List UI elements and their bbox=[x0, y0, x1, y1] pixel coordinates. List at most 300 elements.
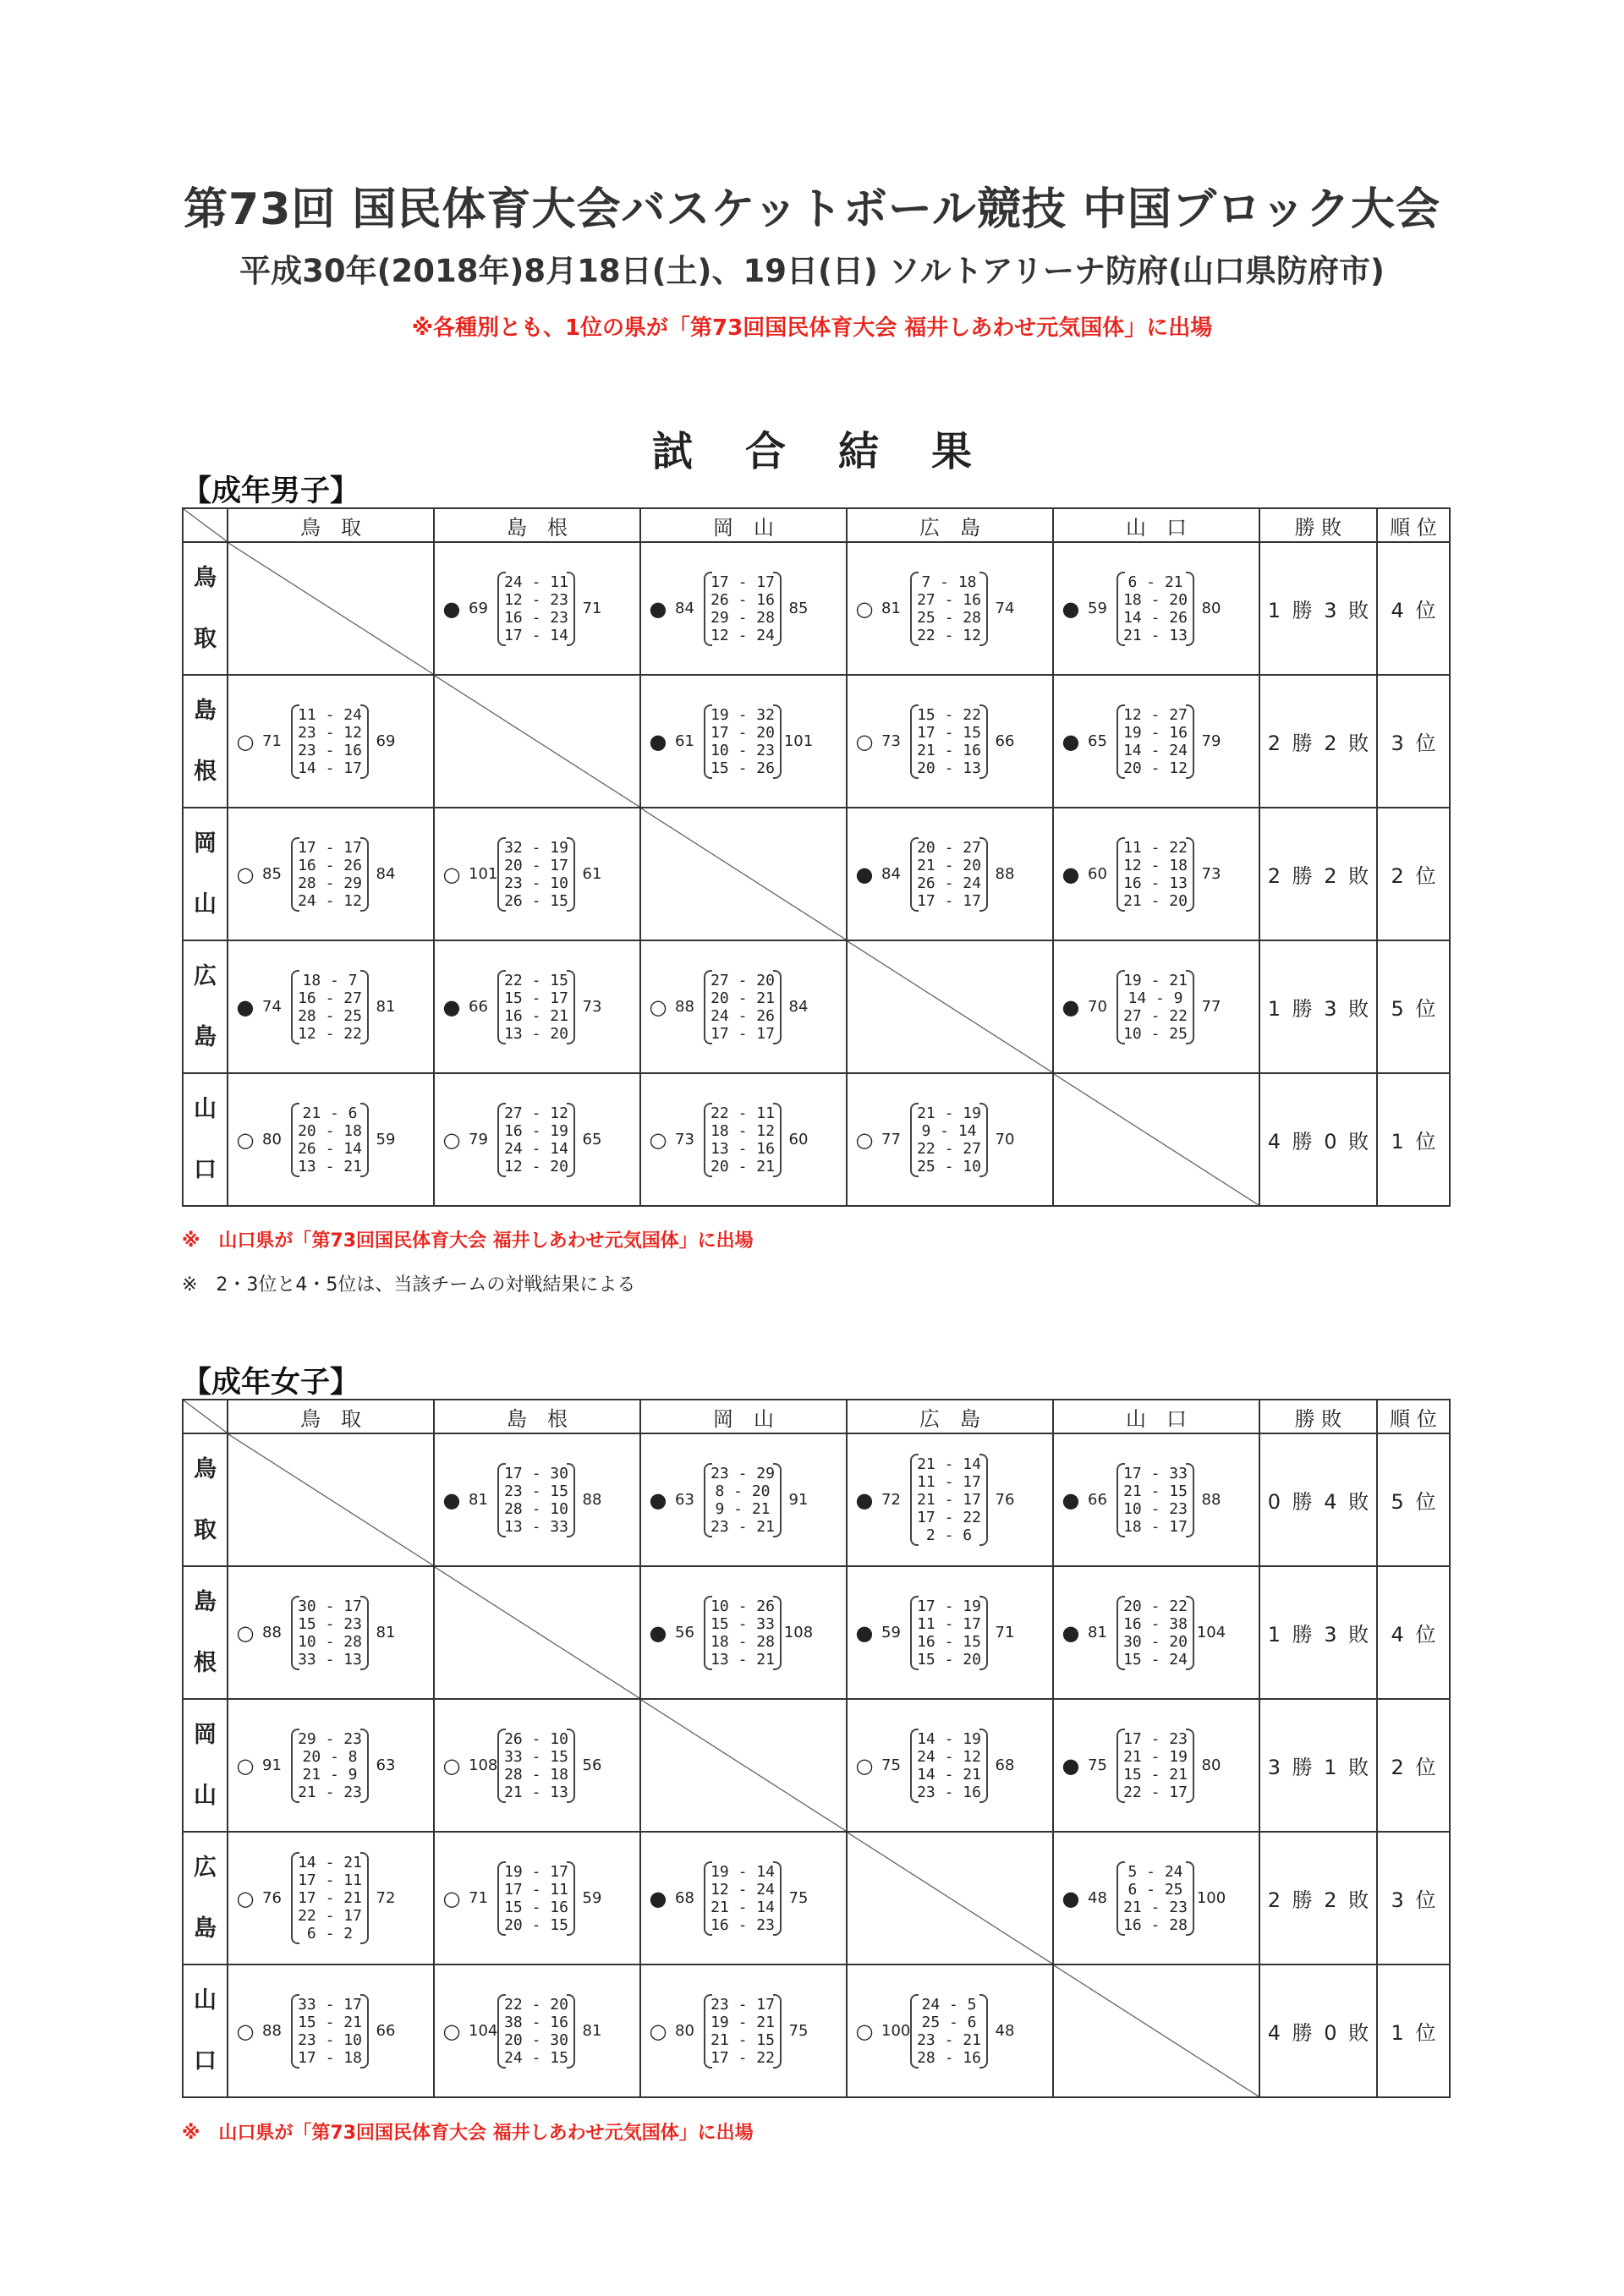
quarter-score: 28 - 18 bbox=[504, 1765, 568, 1784]
match-result bbox=[848, 1434, 1052, 1565]
match-result bbox=[641, 676, 846, 807]
team-score: 91 bbox=[262, 1756, 282, 1774]
match-result-cell bbox=[1053, 1566, 1259, 1699]
team-score: 73 bbox=[675, 1131, 694, 1148]
quarter-score: 19 - 16 bbox=[1123, 723, 1188, 742]
quarter-scores bbox=[1116, 1463, 1194, 1537]
match-result bbox=[1054, 543, 1259, 674]
row-team-label bbox=[183, 675, 228, 808]
quarter-score: 20 - 21 bbox=[710, 1157, 775, 1175]
section-label-women: 【成年女子】 bbox=[182, 1366, 360, 1400]
row-team-char-1: 広 bbox=[194, 1854, 217, 1881]
quarter-scores bbox=[1116, 1729, 1194, 1803]
match-result-cell bbox=[434, 1832, 640, 1964]
opponent-score: 60 bbox=[788, 1131, 809, 1148]
opponent-score: 75 bbox=[788, 2022, 809, 2040]
quarter-scores bbox=[704, 1103, 782, 1177]
win-mark-icon: ○ bbox=[236, 1886, 255, 1910]
quarter-score: 12 - 22 bbox=[298, 1024, 362, 1043]
match-result bbox=[1054, 1700, 1259, 1831]
quarter-score: 10 - 26 bbox=[710, 1597, 775, 1615]
quarter-score: 20 - 21 bbox=[710, 989, 775, 1007]
win-mark-icon: ○ bbox=[442, 1127, 461, 1152]
team-score: 76 bbox=[262, 1889, 282, 1907]
quarter-score: 24 - 14 bbox=[504, 1139, 568, 1158]
column-header-rank: 順 位 bbox=[1377, 508, 1450, 542]
win-mark-icon: ○ bbox=[442, 1753, 461, 1778]
team-score: 75 bbox=[1088, 1756, 1107, 1774]
row-team-label bbox=[183, 1964, 228, 2097]
quarter-scores bbox=[497, 1861, 575, 1936]
row-team-char-1: 広 bbox=[194, 962, 217, 989]
document-title: 第73回 国民体育大会バスケットボール競技 中国ブロック大会 bbox=[184, 184, 1440, 235]
match-result-cell bbox=[228, 1964, 434, 2097]
win-loss-record: 3 勝 1 敗 bbox=[1259, 1699, 1377, 1832]
quarter-score: 29 - 23 bbox=[298, 1729, 362, 1748]
quarter-score: 27 - 16 bbox=[917, 590, 981, 609]
quarter-score: 16 - 19 bbox=[504, 1121, 568, 1140]
loss-mark-icon: ● bbox=[855, 862, 874, 886]
quarter-score: 33 - 13 bbox=[298, 1650, 362, 1669]
loss-mark-icon: ● bbox=[442, 995, 461, 1019]
quarter-score: 13 - 21 bbox=[710, 1650, 775, 1669]
column-header-team: 島 根 bbox=[434, 1400, 640, 1433]
quarter-score: 17 - 15 bbox=[917, 723, 981, 742]
match-result-cell bbox=[434, 1964, 640, 2097]
match-result-cell bbox=[228, 1566, 434, 1699]
match-result bbox=[848, 1074, 1052, 1205]
footnote-women-1: ※ 山口県が「第73回国民体育大会 福井しあわせ元気国体」に出場 bbox=[182, 2123, 754, 2144]
row-team-char-2: 取 bbox=[194, 625, 217, 652]
quarter-scores bbox=[1116, 1861, 1194, 1936]
quarter-scores bbox=[497, 1729, 575, 1803]
quarter-score: 19 - 32 bbox=[710, 705, 775, 724]
row-team-char-2: 根 bbox=[194, 758, 217, 785]
match-result bbox=[848, 543, 1052, 674]
loss-mark-icon: ● bbox=[1062, 1886, 1080, 1910]
column-header-team: 島 根 bbox=[434, 508, 640, 542]
row-team-char-1: 岡 bbox=[194, 1721, 217, 1748]
quarter-score: 20 - 18 bbox=[298, 1121, 362, 1140]
team-score: 101 bbox=[469, 865, 498, 883]
quarter-score: 28 - 16 bbox=[917, 2048, 981, 2067]
quarter-scores bbox=[704, 572, 782, 646]
opponent-score: 74 bbox=[995, 600, 1015, 617]
quarter-score: 32 - 19 bbox=[504, 838, 568, 857]
quarter-score: 14 - 9 bbox=[1127, 989, 1183, 1007]
quarter-score: 12 - 20 bbox=[504, 1157, 568, 1175]
opponent-score: 88 bbox=[582, 1491, 602, 1509]
row-team-label bbox=[183, 1832, 228, 1964]
header-row bbox=[183, 508, 1450, 542]
team-score: 60 bbox=[1088, 865, 1107, 883]
match-result bbox=[435, 1700, 639, 1831]
loss-mark-icon: ● bbox=[442, 1488, 461, 1512]
match-result bbox=[435, 1074, 639, 1205]
opponent-score: 66 bbox=[376, 2022, 396, 2040]
row-team-char-2: 島 bbox=[194, 1915, 217, 1942]
quarter-score: 2 - 6 bbox=[925, 1526, 973, 1544]
match-result bbox=[228, 1833, 433, 1964]
opponent-score: 75 bbox=[788, 1889, 809, 1907]
opponent-score: 71 bbox=[995, 1624, 1015, 1641]
win-mark-icon: ○ bbox=[442, 2019, 461, 2043]
quarter-score: 22 - 12 bbox=[917, 626, 981, 644]
win-loss-record: 1 勝 3 敗 bbox=[1259, 542, 1377, 675]
quarter-score: 23 - 17 bbox=[710, 1995, 775, 2014]
quarter-score: 20 - 27 bbox=[917, 838, 981, 857]
match-result bbox=[228, 1965, 433, 2096]
row-team-char-1: 鳥 bbox=[194, 564, 217, 591]
row-team-char-2: 口 bbox=[194, 1156, 217, 1183]
opponent-score: 73 bbox=[1201, 865, 1221, 883]
team-score: 71 bbox=[469, 1889, 488, 1907]
match-result bbox=[1054, 1434, 1259, 1565]
table-row bbox=[183, 1073, 1450, 1206]
section-label-men: 【成年男子】 bbox=[182, 474, 360, 508]
match-result-cell bbox=[1053, 542, 1259, 675]
quarter-scores bbox=[497, 970, 575, 1044]
quarter-scores bbox=[291, 704, 369, 779]
team-score: 59 bbox=[1088, 600, 1107, 617]
match-result-cell bbox=[847, 1433, 1053, 1566]
quarter-scores bbox=[1116, 704, 1194, 779]
quarter-score: 22 - 17 bbox=[298, 1907, 362, 1925]
match-result bbox=[228, 941, 433, 1072]
column-header-team: 岡 山 bbox=[640, 1400, 847, 1433]
quarter-score: 11 - 24 bbox=[298, 705, 362, 724]
quarter-score: 23 - 12 bbox=[298, 723, 362, 742]
opponent-score: 80 bbox=[1201, 600, 1221, 617]
quarter-score: 14 - 24 bbox=[1123, 741, 1188, 759]
loss-mark-icon: ● bbox=[855, 1620, 874, 1645]
match-result bbox=[1054, 676, 1259, 807]
opponent-score: 91 bbox=[788, 1491, 809, 1509]
match-result-cell bbox=[640, 542, 847, 675]
column-header-team: 山 口 bbox=[1053, 1400, 1259, 1433]
opponent-score: 76 bbox=[995, 1491, 1015, 1509]
quarter-score: 11 - 17 bbox=[917, 1614, 981, 1633]
quarter-score: 23 - 29 bbox=[710, 1464, 775, 1482]
match-result bbox=[848, 1567, 1052, 1698]
opponent-score: 70 bbox=[995, 1131, 1015, 1148]
loss-mark-icon: ● bbox=[855, 1488, 874, 1512]
match-result-cell bbox=[847, 675, 1053, 808]
quarter-scores bbox=[910, 1729, 988, 1803]
row-team-char-1: 山 bbox=[194, 1095, 217, 1122]
quarter-score: 20 - 8 bbox=[302, 1747, 358, 1766]
loss-mark-icon: ● bbox=[649, 596, 667, 621]
row-team-label bbox=[183, 1433, 228, 1566]
match-result-cell bbox=[434, 1433, 640, 1566]
quarter-score: 12 - 23 bbox=[504, 590, 568, 609]
team-score: 84 bbox=[675, 600, 694, 617]
quarter-score: 17 - 20 bbox=[710, 723, 775, 742]
quarter-score: 18 - 7 bbox=[302, 971, 358, 989]
match-result-cell bbox=[228, 1699, 434, 1832]
column-header-team: 広 島 bbox=[847, 508, 1053, 542]
quarter-score: 6 - 2 bbox=[306, 1925, 354, 1943]
row-team-char-1: 鳥 bbox=[194, 1455, 217, 1482]
match-result bbox=[435, 941, 639, 1072]
opponent-score: 77 bbox=[1201, 998, 1221, 1016]
quarter-score: 28 - 25 bbox=[298, 1006, 362, 1025]
team-score: 88 bbox=[262, 2022, 282, 2040]
quarter-scores bbox=[497, 837, 575, 912]
quarter-score: 16 - 23 bbox=[504, 608, 568, 627]
table-row bbox=[183, 1566, 1450, 1699]
row-team-char-1: 島 bbox=[194, 1588, 217, 1615]
column-header-team: 鳥 取 bbox=[228, 508, 434, 542]
quarter-score: 14 - 26 bbox=[1123, 608, 1188, 627]
quarter-score: 20 - 17 bbox=[504, 856, 568, 874]
self-match-cell bbox=[640, 808, 847, 940]
team-score: 63 bbox=[675, 1491, 694, 1509]
row-team-char-2: 山 bbox=[194, 890, 217, 918]
quarter-score: 15 - 26 bbox=[710, 759, 775, 777]
quarter-score: 5 - 24 bbox=[1127, 1862, 1183, 1881]
quarter-score: 21 - 20 bbox=[1123, 891, 1188, 910]
win-loss-record: 4 勝 0 敗 bbox=[1259, 1964, 1377, 2097]
quarter-score: 10 - 28 bbox=[298, 1632, 362, 1651]
match-result-cell bbox=[847, 1566, 1053, 1699]
header-row bbox=[183, 1400, 1450, 1433]
match-result-cell bbox=[640, 1433, 847, 1566]
quarter-score: 26 - 15 bbox=[504, 891, 568, 910]
quarter-score: 16 - 28 bbox=[1123, 1915, 1188, 1934]
quarter-score: 12 - 24 bbox=[710, 626, 775, 644]
quarter-score: 21 - 15 bbox=[710, 2030, 775, 2049]
match-result-cell bbox=[228, 940, 434, 1073]
quarter-score: 30 - 20 bbox=[1123, 1632, 1188, 1651]
quarter-score: 17 - 18 bbox=[298, 2048, 362, 2067]
quarter-score: 24 - 26 bbox=[710, 1006, 775, 1025]
quarter-scores bbox=[1116, 572, 1194, 646]
match-result bbox=[1054, 941, 1259, 1072]
quarter-score: 24 - 5 bbox=[921, 1995, 977, 2014]
opponent-score: 72 bbox=[376, 1889, 396, 1907]
team-score: 61 bbox=[675, 732, 694, 750]
quarter-score: 21 - 16 bbox=[917, 741, 981, 759]
quarter-score: 17 - 14 bbox=[504, 626, 568, 644]
quarter-score: 23 - 10 bbox=[298, 2030, 362, 2049]
quarter-score: 23 - 16 bbox=[917, 1783, 981, 1801]
quarter-score: 28 - 10 bbox=[504, 1499, 568, 1518]
row-team-label bbox=[183, 1699, 228, 1832]
footnote-men-1: ※ 山口県が「第73回国民体育大会 福井しあわせ元気国体」に出場 bbox=[182, 1230, 754, 1252]
match-result-cell bbox=[640, 1566, 847, 1699]
quarter-score: 24 - 12 bbox=[298, 891, 362, 910]
opponent-score: 71 bbox=[582, 600, 602, 617]
opponent-score: 68 bbox=[995, 1756, 1015, 1774]
match-result-cell bbox=[640, 1073, 847, 1206]
match-result-cell bbox=[1053, 675, 1259, 808]
quarter-score: 20 - 22 bbox=[1123, 1597, 1188, 1615]
table-row bbox=[183, 542, 1450, 675]
team-score: 66 bbox=[469, 998, 488, 1016]
quarter-score: 26 - 14 bbox=[298, 1139, 362, 1158]
quarter-score: 7 - 18 bbox=[921, 573, 977, 591]
team-score: 71 bbox=[262, 732, 282, 750]
quarter-scores bbox=[497, 572, 575, 646]
quarter-scores bbox=[291, 1596, 369, 1670]
loss-mark-icon: ● bbox=[1062, 862, 1080, 886]
quarter-score: 21 - 9 bbox=[302, 1765, 358, 1784]
win-mark-icon: ○ bbox=[855, 729, 874, 753]
column-header-record: 勝 敗 bbox=[1259, 1400, 1377, 1433]
win-mark-icon: ○ bbox=[649, 2019, 667, 2043]
quarter-score: 18 - 17 bbox=[1123, 1517, 1188, 1536]
opponent-score: 48 bbox=[995, 2022, 1015, 2040]
team-score: 48 bbox=[1088, 1889, 1107, 1907]
quarter-score: 17 - 17 bbox=[298, 838, 362, 857]
column-header-team: 山 口 bbox=[1053, 508, 1259, 542]
loss-mark-icon: ● bbox=[649, 1620, 667, 1645]
team-score: 81 bbox=[469, 1491, 488, 1509]
win-mark-icon: ○ bbox=[236, 1620, 255, 1645]
quarter-score: 17 - 22 bbox=[917, 1509, 981, 1526]
opponent-score: 101 bbox=[783, 732, 814, 750]
quarter-scores bbox=[1116, 837, 1194, 912]
quarter-score: 10 - 23 bbox=[710, 741, 775, 759]
match-result-cell bbox=[1053, 1433, 1259, 1566]
rank: 4 位 bbox=[1377, 1566, 1450, 1699]
quarter-score: 17 - 22 bbox=[710, 2048, 775, 2067]
quarter-scores bbox=[1116, 970, 1194, 1044]
quarter-score: 25 - 6 bbox=[921, 2013, 977, 2031]
match-result bbox=[641, 1965, 846, 2096]
quarter-score: 13 - 33 bbox=[504, 1517, 568, 1536]
match-result-cell bbox=[228, 1073, 434, 1206]
quarter-score: 21 - 23 bbox=[298, 1783, 362, 1801]
quarter-score: 17 - 19 bbox=[917, 1597, 981, 1615]
quarter-scores bbox=[704, 970, 782, 1044]
win-loss-record: 2 勝 2 敗 bbox=[1259, 808, 1377, 940]
quarter-score: 33 - 17 bbox=[298, 1995, 362, 2014]
quarter-score: 14 - 19 bbox=[917, 1729, 981, 1748]
team-score: 100 bbox=[881, 2022, 911, 2040]
quarter-scores bbox=[1116, 1596, 1194, 1670]
quarter-score: 30 - 17 bbox=[298, 1597, 362, 1615]
quarter-score: 28 - 29 bbox=[298, 874, 362, 892]
quarter-score: 6 - 21 bbox=[1127, 573, 1183, 591]
rank: 4 位 bbox=[1377, 542, 1450, 675]
team-score: 65 bbox=[1088, 732, 1107, 750]
quarter-score: 15 - 20 bbox=[917, 1650, 981, 1669]
win-loss-record: 2 勝 2 敗 bbox=[1259, 1832, 1377, 1964]
quarter-scores bbox=[704, 704, 782, 779]
match-result-cell bbox=[1053, 1832, 1259, 1964]
row-team-char-2: 取 bbox=[194, 1516, 217, 1543]
results-table-women bbox=[182, 1399, 1451, 2098]
team-score: 75 bbox=[881, 1756, 901, 1774]
quarter-score: 23 - 15 bbox=[504, 1482, 568, 1500]
win-loss-record: 1 勝 3 敗 bbox=[1259, 940, 1377, 1073]
match-result-cell bbox=[847, 1964, 1053, 2097]
loss-mark-icon: ● bbox=[649, 729, 667, 753]
win-mark-icon: ○ bbox=[855, 2019, 874, 2043]
team-score: 69 bbox=[469, 600, 488, 617]
match-result bbox=[435, 1434, 639, 1565]
match-result-cell bbox=[1053, 940, 1259, 1073]
table-row bbox=[183, 808, 1450, 940]
quarter-score: 8 - 20 bbox=[715, 1482, 771, 1500]
quarter-score: 17 - 17 bbox=[710, 573, 775, 591]
row-team-char-2: 口 bbox=[194, 2047, 217, 2074]
rank: 2 位 bbox=[1377, 808, 1450, 940]
win-mark-icon: ○ bbox=[442, 862, 461, 886]
team-score: 79 bbox=[469, 1131, 488, 1148]
quarter-score: 16 - 38 bbox=[1123, 1614, 1188, 1633]
match-result bbox=[641, 543, 846, 674]
quarter-score: 21 - 13 bbox=[1123, 626, 1188, 644]
opponent-score: 63 bbox=[376, 1756, 396, 1774]
win-mark-icon: ○ bbox=[442, 1886, 461, 1910]
win-loss-record: 0 勝 4 敗 bbox=[1259, 1433, 1377, 1566]
quarter-score: 16 - 27 bbox=[298, 989, 362, 1007]
table-row bbox=[183, 1433, 1450, 1566]
quarter-score: 19 - 17 bbox=[504, 1862, 568, 1881]
results-table-men bbox=[182, 507, 1451, 1207]
quarter-score: 19 - 21 bbox=[710, 2013, 775, 2031]
match-result-cell bbox=[847, 1073, 1053, 1206]
match-result bbox=[1054, 1833, 1259, 1964]
team-score: 66 bbox=[1088, 1491, 1107, 1509]
quarter-score: 17 - 30 bbox=[504, 1464, 568, 1482]
team-score: 88 bbox=[262, 1624, 282, 1641]
team-score: 108 bbox=[469, 1756, 498, 1774]
match-result bbox=[228, 808, 433, 940]
quarter-scores bbox=[704, 1596, 782, 1670]
quarter-score: 20 - 13 bbox=[917, 759, 981, 777]
quarter-score: 20 - 15 bbox=[504, 1915, 568, 1934]
match-result-cell bbox=[1053, 808, 1259, 940]
match-result-cell bbox=[1053, 1699, 1259, 1832]
self-match-cell bbox=[434, 675, 640, 808]
quarter-score: 17 - 11 bbox=[298, 1871, 362, 1889]
match-result-cell bbox=[228, 1832, 434, 1964]
quarter-score: 17 - 33 bbox=[1123, 1464, 1188, 1482]
quarter-score: 22 - 27 bbox=[917, 1139, 981, 1158]
corner-cell bbox=[183, 1400, 228, 1433]
self-match-cell bbox=[1053, 1073, 1259, 1206]
quarter-score: 17 - 17 bbox=[710, 1024, 775, 1043]
quarter-score: 17 - 11 bbox=[504, 1880, 568, 1899]
match-result-cell bbox=[228, 675, 434, 808]
match-result-cell bbox=[640, 1832, 847, 1964]
column-header-team: 広 島 bbox=[847, 1400, 1053, 1433]
quarter-score: 14 - 21 bbox=[917, 1765, 981, 1784]
column-header-record: 勝 敗 bbox=[1259, 508, 1377, 542]
opponent-score: 73 bbox=[582, 998, 602, 1016]
win-loss-record: 4 勝 0 敗 bbox=[1259, 1073, 1377, 1206]
quarter-score: 21 - 20 bbox=[917, 856, 981, 874]
opponent-score: 88 bbox=[995, 865, 1015, 883]
row-team-char-2: 山 bbox=[194, 1782, 217, 1809]
team-score: 80 bbox=[262, 1131, 282, 1148]
row-team-label bbox=[183, 1566, 228, 1699]
row-team-label bbox=[183, 1073, 228, 1206]
loss-mark-icon: ● bbox=[1062, 1620, 1080, 1645]
quarter-score: 9 - 14 bbox=[921, 1121, 977, 1140]
match-result-cell bbox=[640, 940, 847, 1073]
quarter-scores bbox=[704, 1463, 782, 1537]
quarter-scores bbox=[910, 837, 988, 912]
match-result-cell bbox=[434, 1073, 640, 1206]
quarter-score: 15 - 21 bbox=[298, 2013, 362, 2031]
quarter-score: 33 - 15 bbox=[504, 1747, 568, 1766]
opponent-score: 81 bbox=[582, 2022, 602, 2040]
